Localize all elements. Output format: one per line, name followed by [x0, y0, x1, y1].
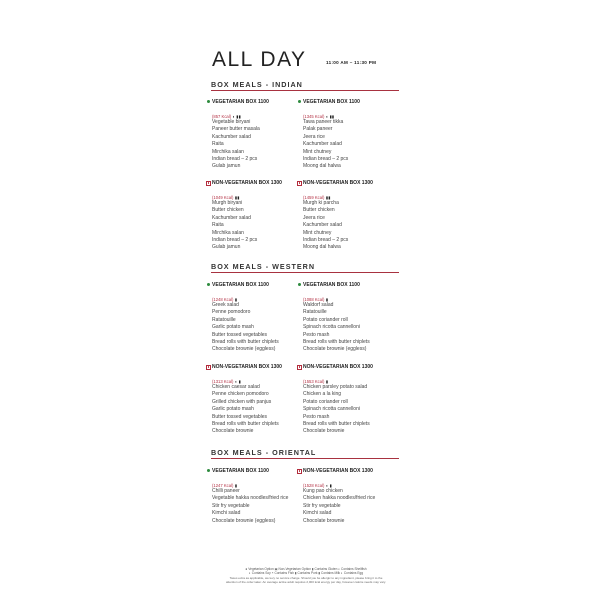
list-item: Chocolate brownie	[212, 428, 254, 435]
box-name: NON-VEGETARIAN BOX 1300	[303, 468, 373, 474]
list-item: Tawa paneer tikka	[303, 119, 344, 125]
list-item: Moong dal halwa	[303, 244, 341, 251]
box-oriental-nonveg	[303, 468, 395, 525]
box-name: NON-VEGETARIAN BOX 1300	[212, 180, 282, 186]
nonveg-marker-icon	[206, 181, 211, 186]
box-name: VEGETARIAN BOX 1100	[303, 282, 360, 288]
list-item: Raita	[212, 222, 224, 229]
menu-title: ALL DAY	[212, 48, 307, 71]
section-title: BOX MEALS - ORIENTAL	[211, 448, 317, 457]
box-kcal: (857 Kcal)	[212, 114, 232, 119]
box-kcal: (1313 Kcal)	[212, 379, 234, 384]
list-item: Mirchika salan	[212, 229, 244, 236]
list-item: Bread rolls with butter chiplets	[212, 421, 279, 428]
box-indian-nonveg-2	[303, 180, 395, 252]
list-item: Bread rolls with butter chiplets	[212, 339, 279, 346]
box-name: NON-VEGETARIAN BOX 1300	[303, 180, 373, 186]
veg-marker-icon	[298, 283, 301, 286]
list-item: Penne pomodoro	[212, 309, 251, 316]
list-item: Stir fry vegetable	[212, 502, 250, 509]
list-item: Bread rolls with butter chiplets	[303, 421, 370, 428]
nonveg-marker-icon	[297, 469, 302, 474]
diet-icons: ◐ ▮▮	[325, 114, 335, 119]
box-kcal: (1345 Kcal)	[303, 114, 325, 119]
section-divider	[211, 458, 399, 459]
list-item: Chicken a la king	[303, 391, 342, 398]
menu-header	[212, 48, 412, 78]
list-item: Chocolate brownie	[303, 428, 345, 435]
box-name: VEGETARIAN BOX 1100	[303, 99, 360, 105]
list-item: Mint chutney	[303, 148, 332, 155]
menu-page	[188, 0, 412, 600]
list-item: Palak paneer	[303, 126, 333, 133]
list-item: Gulab jamun	[212, 244, 241, 251]
legend-row: ● Vegetarian Option ▣ Non-Vegetarian Option ▮ Contains Gluten ◐ Contains Shellfish	[245, 567, 367, 571]
list-item: Kimchi salad	[303, 510, 332, 517]
list-item: Indian bread – 2 pcs	[303, 237, 349, 244]
diet-icons: ▮	[325, 297, 329, 302]
section-western	[211, 262, 401, 273]
list-item: Moong dal halwa	[303, 163, 341, 170]
box-kcal: (1088 Kcal)	[303, 297, 325, 302]
list-item: Kung pao chicken	[303, 488, 343, 494]
list-item: Spinach ricotta cannelloni	[303, 406, 360, 413]
box-western-veg-1	[212, 282, 304, 354]
list-item: Ratatouille	[212, 316, 236, 323]
list-item: Indian bread – 2 pcs	[212, 237, 258, 244]
list-item: Stir fry vegetable	[303, 502, 341, 509]
section-divider	[211, 272, 399, 273]
box-indian-nonveg-1	[212, 180, 304, 252]
nonveg-marker-icon	[297, 365, 302, 370]
diet-icons: ▮	[325, 379, 329, 384]
list-item: Greek salad	[212, 302, 239, 308]
list-item: Paneer butter masala	[212, 126, 260, 133]
list-item: Potato coriander roll	[303, 316, 348, 323]
box-kcal: (1553 Kcal)	[303, 379, 325, 384]
list-item: Pesto mash	[303, 331, 330, 338]
box-western-veg-2	[303, 282, 395, 354]
diet-icons: ▮	[234, 483, 238, 488]
list-item: Jeera rice	[303, 133, 325, 140]
list-item: Indian bread – 2 pcs	[303, 156, 349, 163]
section-title: BOX MEALS - WESTERN	[211, 262, 316, 271]
veg-marker-icon	[207, 283, 210, 286]
diet-icons: ◐ ▮	[325, 483, 332, 488]
box-kcal: (1049 Kcal)	[212, 195, 234, 200]
box-kcal: (1248 Kcal)	[212, 297, 234, 302]
veg-marker-icon	[298, 100, 301, 103]
nonveg-marker-icon	[297, 181, 302, 186]
box-kcal: (1528 Kcal)	[303, 483, 325, 488]
list-item: Garlic potato mash	[212, 406, 254, 413]
box-indian-veg-1	[212, 99, 304, 171]
list-item: Raita	[212, 141, 224, 148]
list-item: Chocolate brownie	[303, 517, 345, 524]
diet-icons: ◐ ▮▮	[232, 114, 241, 119]
list-item: Kachumber salad	[303, 222, 342, 229]
list-item: Ratatouille	[303, 309, 327, 316]
list-item: Chocolate brownie (eggless)	[212, 517, 276, 524]
list-item: Garlic potato mash	[212, 324, 254, 331]
diet-icons: ▮	[234, 297, 238, 302]
box-indian-veg-2	[303, 99, 395, 171]
box-oriental-veg	[212, 468, 304, 525]
diet-icons: ▮▮	[234, 195, 240, 200]
section-oriental	[211, 448, 401, 459]
list-item: Penne chicken pomodoro	[212, 391, 269, 398]
list-item: Jeera rice	[303, 214, 325, 221]
list-item: Kachumber salad	[212, 214, 251, 221]
list-item: Kimchi salad	[212, 510, 241, 517]
diet-icons: ◐ ▮	[234, 379, 241, 384]
list-item: Gulab jamun	[212, 163, 241, 170]
list-item: Potato coriander roll	[303, 398, 348, 405]
list-item: Butter chicken	[212, 207, 244, 214]
list-item: Butter tossed vegetables	[212, 413, 268, 420]
box-kcal: (1247 Kcal)	[212, 483, 234, 488]
list-item: Butter tossed vegetables	[212, 331, 268, 338]
list-item: Pesto mash	[303, 413, 330, 420]
legend-row: ◐ Contains Soy ◓ Contains Fish ▮ Contains Pork ▮ Contains Milk ◐ Contains Egg	[249, 571, 363, 576]
box-name: VEGETARIAN BOX 1100	[212, 468, 269, 474]
list-item: Butter chicken	[303, 207, 335, 214]
dietary-legend	[210, 567, 402, 584]
list-item: Murgh ki parcha	[303, 200, 339, 206]
list-item: Waldorf salad	[303, 302, 334, 308]
box-name: NON-VEGETARIAN BOX 1300	[212, 364, 282, 370]
list-item: Chocolate brownie (eggless)	[303, 346, 367, 353]
list-item: Chicken caesar salad	[212, 384, 260, 390]
box-kcal: (1459 Kcal)	[303, 195, 325, 200]
veg-marker-icon	[207, 100, 210, 103]
box-name: VEGETARIAN BOX 1100	[212, 282, 269, 288]
list-item: Kachumber salad	[303, 141, 342, 148]
list-item: Spinach ricotta cannelloni	[303, 324, 360, 331]
list-item: Mirchika salan	[212, 148, 244, 155]
legend-note: Taxes extra as applicable, we levy no service charge. Should you be allergic to any ingredient, please bring it to the	[229, 575, 383, 580]
list-item: Bread rolls with butter chiplets	[303, 339, 370, 346]
section-indian	[211, 80, 401, 91]
box-western-nonveg-1	[212, 364, 304, 436]
list-item: Chicken parsley potato salad	[303, 384, 368, 390]
list-item: Grilled chicken with panjus	[212, 398, 272, 405]
box-western-nonveg-2	[303, 364, 395, 436]
list-item: Vegetable biryani	[212, 119, 251, 125]
nonveg-marker-icon	[206, 365, 211, 370]
list-item: Indian bread – 2 pcs	[212, 156, 258, 163]
list-item: Chilli paneer	[212, 488, 240, 494]
service-hours: 11:00 AM – 11:30 PM	[326, 60, 377, 65]
section-title: BOX MEALS - INDIAN	[211, 80, 303, 89]
list-item: Vegetable hakka noodles/fried rice	[212, 495, 289, 502]
list-item: Mint chutney	[303, 229, 332, 236]
list-item: Kachumber salad	[212, 133, 251, 140]
box-name: VEGETARIAN BOX 1100	[212, 99, 269, 105]
list-item: Murgh biryani	[212, 200, 243, 206]
box-name: NON-VEGETARIAN BOX 1300	[303, 364, 373, 370]
section-divider	[211, 90, 399, 91]
legend-note: attention of the order taker. An average active adult requires 2,000 kcal energy per day, however calorie needs may vary.	[226, 579, 386, 584]
list-item: Chicken hakka noodles/fried rice	[303, 495, 376, 502]
veg-marker-icon	[207, 469, 210, 472]
list-item: Chocolate brownie (eggless)	[212, 346, 276, 353]
diet-icons: ▮▮	[325, 195, 331, 200]
